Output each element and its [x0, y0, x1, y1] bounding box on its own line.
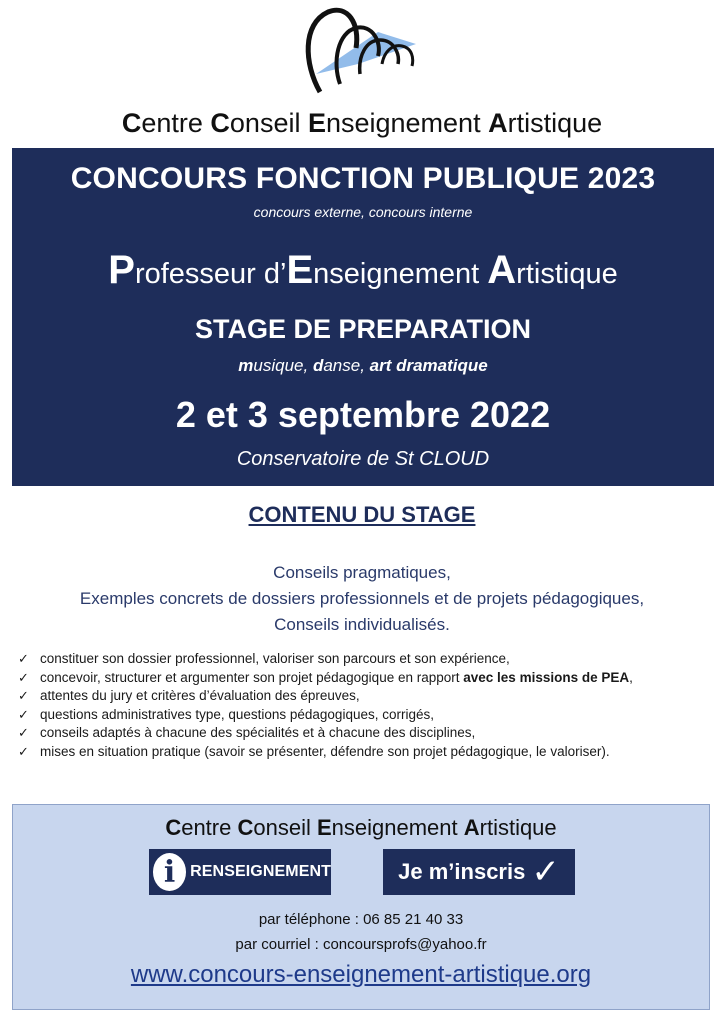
- content-checklist: [18, 650, 708, 761]
- phone: par téléphone : 06 85 21 40 33: [258, 911, 464, 928]
- role-title: Professeur d’Enseignement Artistique: [108, 248, 618, 292]
- check-icon: ✓: [18, 706, 29, 722]
- contact-box: [12, 804, 710, 1010]
- list-item: ✓ mises en situation pratique (savoir se présenter, défendre son projet pédagogique, le valoriser).: [18, 743, 708, 762]
- list-item: ✓ conseils adaptés à chacune des spécialités et à chacune des disciplines,: [18, 724, 708, 743]
- info-button[interactable]: [149, 849, 331, 895]
- signup-button[interactable]: [383, 849, 575, 895]
- headline: CONCOURS FONCTION PUBLIQUE 2023: [70, 162, 656, 195]
- org-title: Centre Conseil Enseignement Artistique: [121, 108, 603, 138]
- list-item: ✓ attentes du jury et critères d’évaluation des épreuves,: [18, 687, 708, 706]
- header-banner: [12, 148, 714, 486]
- intro-text: Conseils pragmatiques, Exemples concrets de dossiers professionnels et de projets pédagogiques, Conseils individualisés.: [79, 563, 645, 634]
- list-item: ✓ concevoir, structurer et argumenter son projet pédagogique en rapport avec les missions de PEA,: [18, 669, 708, 688]
- check-icon: ✓: [18, 651, 29, 666]
- info-button-label: RENSEIGNEMENT: [190, 863, 331, 880]
- venue: Conservatoire de St CLOUD: [236, 448, 490, 470]
- dates: 2 et 3 septembre 2022: [175, 394, 551, 435]
- check-icon: ✓: [18, 743, 29, 759]
- email: par courriel : concoursprofs@yahoo.fr: [235, 936, 487, 953]
- list-item: ✓ constituer son dossier professionnel, valoriser son parcours et son expérience,: [18, 650, 708, 669]
- signup-button-label: Je m’inscris: [398, 859, 526, 884]
- contact-info: [13, 907, 709, 957]
- list-item: ✓ questions administratives type, questions pédagogiques, corrigés,: [18, 706, 708, 725]
- checkmark-icon: ✓: [531, 853, 560, 891]
- triangle-swoosh-logo: [298, 4, 426, 100]
- disciplines: musique, danse, art dramatique: [238, 356, 488, 375]
- check-icon: ✓: [18, 669, 29, 685]
- check-icon: ✓: [18, 688, 29, 703]
- subheadline: concours externe, concours interne: [253, 204, 473, 220]
- stage-title: STAGE DE PREPARATION: [194, 314, 532, 344]
- info-icon: i: [153, 853, 186, 891]
- footer-org-title: Centre Conseil Enseignement Artistique: [165, 815, 557, 840]
- check-icon: ✓: [18, 725, 29, 740]
- content-title: CONTENU DU STAGE: [248, 502, 476, 527]
- website-link[interactable]: www.concours-enseignement-artistique.org: [130, 961, 592, 988]
